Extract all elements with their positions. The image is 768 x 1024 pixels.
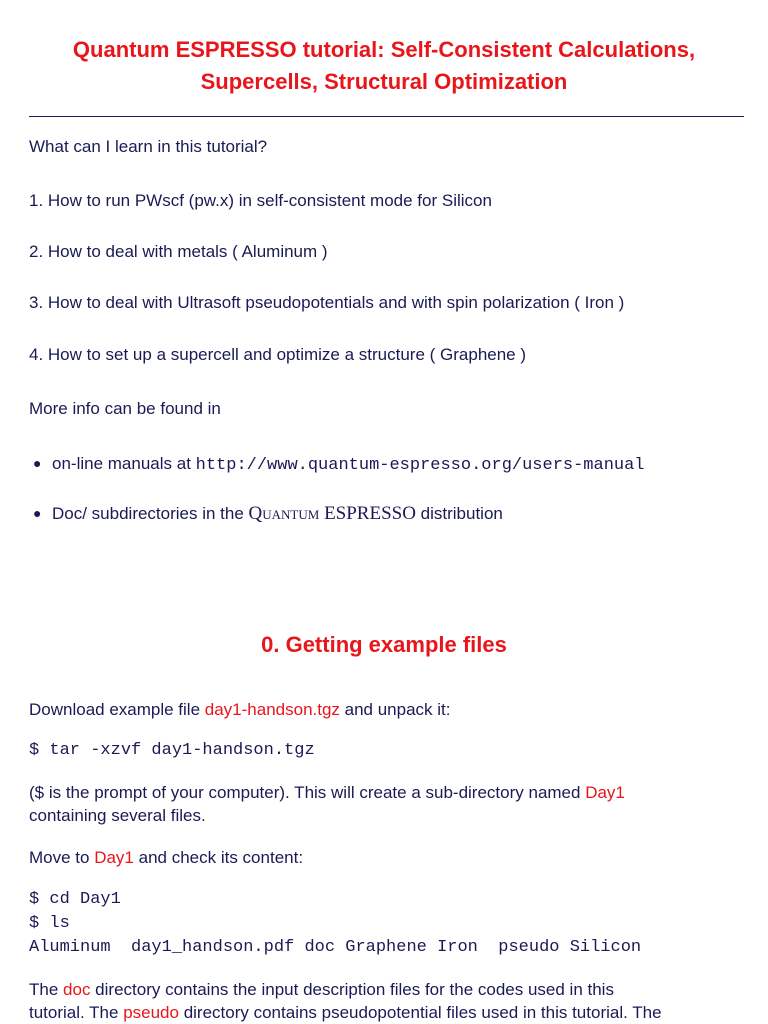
ls-output: Aluminum day1_handson.pdf doc Graphene Iron pseudo Silicon bbox=[29, 938, 642, 957]
cd-command: $ cd Day1 bbox=[29, 890, 121, 909]
download-instruction bbox=[29, 698, 451, 721]
manuals-url[interactable]: http://www.quantum-espresso.org/users-manual bbox=[195, 456, 645, 475]
title-divider bbox=[29, 116, 744, 117]
bullet-dot-icon: ● bbox=[33, 455, 42, 471]
move-instruction bbox=[29, 846, 303, 869]
learn-item-1: 1. How to run PWscf (pw.x) in self-consistent mode for Silicon bbox=[29, 191, 492, 210]
move-post: and check its content: bbox=[133, 848, 304, 867]
pseudo-dir-link[interactable]: pseudo bbox=[123, 1003, 179, 1022]
espresso-word: ESPRESSO bbox=[324, 503, 416, 524]
title-line-2: Supercells, Structural Optimization bbox=[200, 69, 568, 94]
bullet-doc-pre: Doc/ subdirectories in the bbox=[52, 504, 249, 523]
bullet-doc-post: distribution bbox=[415, 504, 503, 523]
prompt-explanation-line-2: containing several files. bbox=[29, 806, 206, 825]
pseudo-dir-explanation bbox=[29, 1001, 662, 1024]
bullet-manuals-text: on-line manuals at bbox=[52, 454, 196, 473]
download-pre: Download example file bbox=[29, 700, 205, 719]
doc-dir-explanation bbox=[29, 978, 614, 1001]
quantum-word: Quantum bbox=[248, 503, 320, 524]
day1-dir-link[interactable]: Day1 bbox=[585, 783, 625, 802]
learn-item-4: 4. How to set up a supercell and optimize a structure ( Graphene ) bbox=[29, 345, 527, 364]
last-l2-pre: tutorial. The bbox=[29, 1003, 124, 1022]
move-pre: Move to bbox=[29, 848, 95, 867]
download-post: and unpack it: bbox=[339, 700, 451, 719]
last-l2-post: directory contains pseudopotential files used in this tutorial. The bbox=[178, 1003, 662, 1022]
bullet-dot-icon: ● bbox=[33, 505, 42, 521]
bullet-doc-dirs bbox=[52, 502, 503, 525]
document-title bbox=[0, 34, 768, 98]
ls-command: $ ls bbox=[29, 914, 70, 933]
intro-question: What can I learn in this tutorial? bbox=[29, 137, 268, 156]
download-file-link[interactable]: day1-handson.tgz bbox=[204, 700, 340, 719]
section-heading-getting-files: 0. Getting example files bbox=[261, 632, 507, 657]
prompt-pre: ($ is the prompt of your computer). This will create a sub-directory named bbox=[29, 783, 586, 802]
last-l1-post: directory contains the input description files for the codes used in this bbox=[90, 980, 614, 999]
tar-command: $ tar -xzvf day1-handson.tgz bbox=[29, 741, 315, 760]
title-line-1: Quantum ESPRESSO tutorial: Self-Consistent Calculations, bbox=[72, 37, 696, 62]
move-day1-link[interactable]: Day1 bbox=[94, 848, 134, 867]
more-info-text: More info can be found in bbox=[29, 399, 221, 418]
doc-dir-link[interactable]: doc bbox=[63, 980, 91, 999]
bullet-manuals bbox=[52, 452, 645, 477]
learn-item-3: 3. How to deal with Ultrasoft pseudopotentials and with spin polarization ( Iron ) bbox=[29, 293, 625, 312]
last-l1-pre: The bbox=[29, 980, 64, 999]
prompt-explanation-line-1 bbox=[29, 781, 625, 804]
learn-item-2: 2. How to deal with metals ( Aluminum ) bbox=[29, 242, 328, 261]
